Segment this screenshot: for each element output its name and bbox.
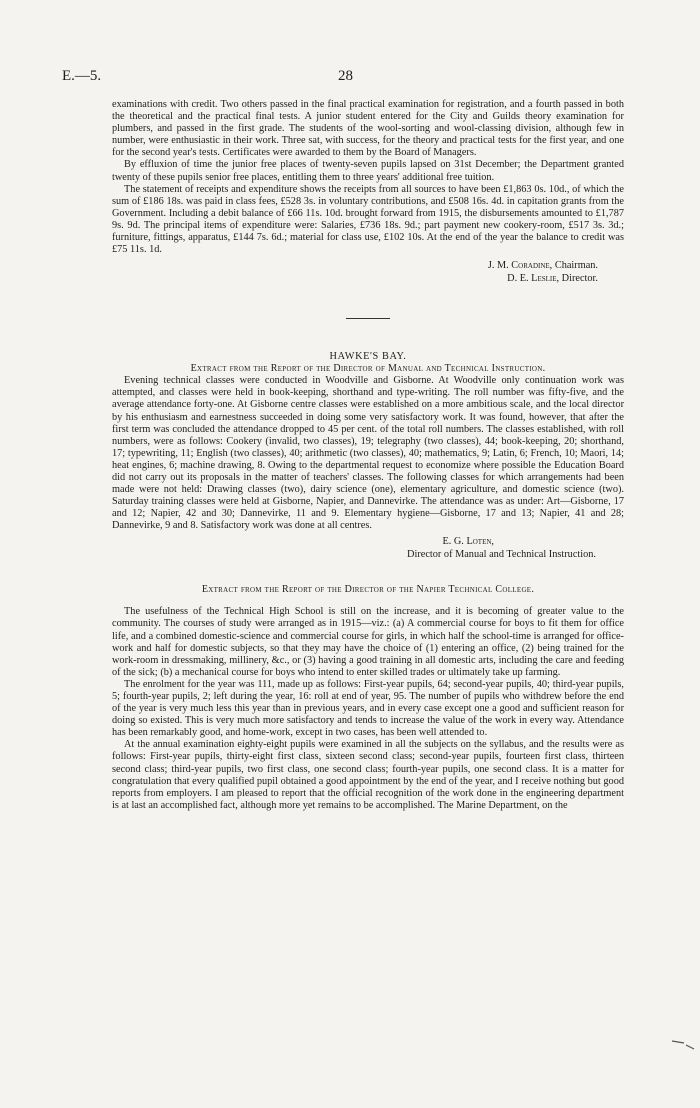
signatory-title: Director of Manual and Technical Instruction.: [407, 548, 596, 560]
series-code: E.—5.: [62, 68, 102, 84]
paragraph: The enrolment for the year was 111, made up as follows: First-year pupils, 64; second-year pupils, 40; third-year pupils, 5; fourth-year pupils, 2; left during the year, 16: roll at end of year, 95. The number of pupils who withdrew before the end of the year is very much less this year than in previous years, and in every case except one a good and sufficient reason for doing so existed. This is very much more satisfactory and tends to increase the value of the work in every way. Attendance has been remarkably good, and home-work, except in two cases, has been well attended to.: [112, 678, 624, 739]
page-body: [112, 99, 624, 812]
margin-scribble-icon: [670, 1035, 696, 1053]
page-number: 28: [338, 68, 353, 84]
signatory-name-text: E. G. Loten,: [442, 536, 494, 548]
signatory-name: [112, 536, 624, 548]
paragraph: By effluxion of time the junior free places of twenty-seven pupils lapsed on 31st December; the Department granted twenty of these pupils senior free places, entitling them to three years' additional free tuition.: [112, 159, 624, 183]
extract-heading: Extract from the Report of the Director of Manual and Technical Instruction.: [190, 363, 546, 375]
signatory-role: , Director.: [556, 272, 598, 284]
signatory-role: , Chairman.: [549, 260, 598, 272]
extract-heading: Extract from the Report of the Director of the Napier Technical College.: [201, 584, 535, 596]
paragraph: examinations with credit. Two others passed in the final practical examination for registration, and a fourth passed in both the theoretical and the practical final tests. A junior student entered for the City and Guilds theory examination for plumbers, and passed in the first grade. The students of the wool-sorting and wool-classing division, although few in number, were enthusiastic in their work. Three sat, with success, for the theory and practical tests for the first year, and one for the second year's tests. Certificates were awarded to them by the Board of Managers.: [112, 99, 624, 159]
paragraph: Evening technical classes were conducted in Woodville and Gisborne. At Woodville only continuation work was attempted, and classes were held in book-keeping, shorthand and type-writing. The roll number was fifty-five, and the average attendance forty-one. At Gisborne centre classes were established on a more ambitious scale, and the local director by his enthusiasm and earnestness succeeded in doing some very satisfactory work. It was found, however, that after the first term was concluded the attendance dropped to 45 per cent. of the total roll numbers. The classes established, with roll numbers, were as follows: Cookery (invalid, two classes), 19; telegraphy (two classes), 44; book-keeping, 20; shorthand, 17; typewriting, 11; English (two classes), 40; arithmetic (two classes), 40; mathematics, 9; Latin, 6; French, 10; Maori, 14; heat engines, 6; machine drawing, 8. Owing to the departmental request to economize where possible the Education Board did not carry out its proposals in the matter of teachers' classes. The following classes for which arrangements had been made were not held: Drawing classes (two), dairy science (one), elementary agriculture, and domestic science (two). Saturday training classes were held at Gisborne, Napier, and Dannevirke. The attendance was as under: Art—Gisborne, 17 and 12; Napier, 42 and 30; Dannevirke, 11 and 9. Elementary hygiene—Gisborne, 17 and 13; Napier, 41 and 28; Dannevirke, 9 and 8. Satisfactory work was done at all centres.: [112, 375, 624, 532]
paragraph: The statement of receipts and expenditure shows the receipts from all sources to have been £1,863 0s. 10d., of which the sum of £186 18s. was paid in class fees, £528 3s. in voluntary contributions, and £508 16s. 4d. in capitation grants from the Government. Including a debit balance of £66 11s. 10d. brought forward from 1915, the disbursements amounted to £1,787 9s. 9d. The principal items of expenditure were: Salaries, £736 18s. 9d.; part payment new cookery-room, £517 3s. 3d.; furniture, fittings, apparatus, £144 7s. 6d.; material for class use, £102 10s. At the end of the year the balance to credit was £75 11s. 1d.: [112, 183, 624, 256]
signatory-name: J. M. Coradine: [487, 260, 550, 272]
signature-line: [112, 260, 624, 272]
section-divider: [346, 318, 390, 319]
section-title: HAWKE'S BAY.: [329, 351, 407, 363]
signature-line: [112, 273, 624, 285]
paragraph: The usefulness of the Technical High School is still on the increase, and it is becoming of greater value to the community. The courses of study were arranged as in 1915—viz.: (a) A commercial course for boys to fit them for office life, and a combined domestic-science and commercial course for girls, in which half the school-time is arranged for office-work and half for domestic subjects, so that they may have the choice of (1) entering an office, (2) being trained for the work-room in dressmaking, millinery, &c., or (3) having a good training in all domestic arts, including the care and feeding of the sick; (b) a mechanical course for boys who intend to enter skilled trades or ultimately take up farming.: [112, 606, 624, 678]
signatory-name: D. E. Leslie: [507, 272, 557, 284]
paragraph: At the annual examination eighty-eight pupils were examined in all the subjects on the syllabus, and the results were as follows: First-year pupils, thirty-eight first class, sixteen second class; second-year pupils, fourteen first class, thirteen second class; third-year pupils, two first class, one second class; fourth-year pupils, one second class. It is a matter for congratulation that every qualified pupil obtained a good appointment by the end of the year, and I receive nothing but good reports from employers. I am pleased to report that the official recognition of the work done in the engineering department is at last an accomplished fact, although more yet remains to be accomplished. The Marine Department, on the: [112, 739, 624, 811]
